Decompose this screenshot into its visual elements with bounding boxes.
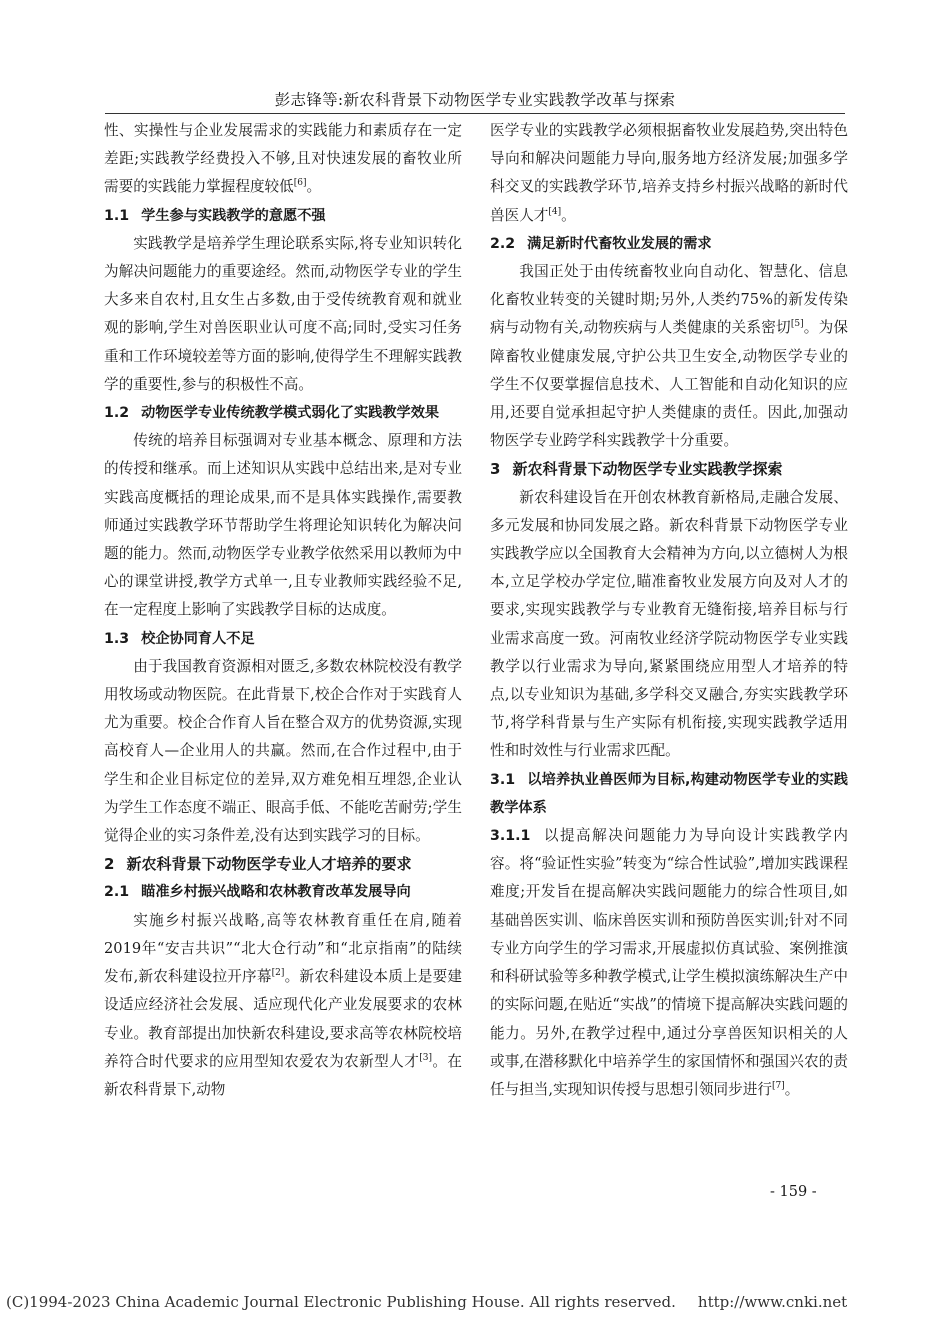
section-number: 2.1: [104, 884, 130, 901]
section-number: 2.2: [490, 235, 516, 252]
section-heading-2-1: [104, 878, 462, 906]
section-heading-2: [104, 850, 462, 878]
citation-ref: [6]: [293, 178, 307, 189]
citation-ref: [5]: [790, 319, 804, 330]
section-heading-1-2: [104, 399, 462, 427]
paragraph-text: 。在新农科背景下,动物: [104, 1052, 462, 1098]
citation-ref: [7]: [771, 1081, 785, 1092]
section-title: 学生参与实践教学的意愿不强: [141, 207, 326, 224]
footer-link[interactable]: http://www.cnki.net: [697, 1293, 848, 1311]
paragraph-text: 。: [784, 1080, 800, 1098]
section-title: 以培养执业兽医师为目标,构建动物医学专业的实践教学体系: [490, 771, 848, 816]
citation-ref: [3]: [419, 1052, 432, 1063]
right-column: [490, 117, 848, 1104]
paragraph: [490, 822, 848, 1104]
section-heading-1-3: [104, 625, 462, 653]
section-heading-3: [490, 455, 848, 483]
citation-ref: [2]: [271, 968, 285, 979]
paragraph-text: 以提高解决问题能力为导向设计实践教学内容。将“验证性实验”转变为“综合性试验”,增加实践课程难度;开发旨在提高解决实践问题能力的综合性项目,如基础兽医实训、临床兽医实训和预防兽医实训;针对不同专业方向学生的学习需求,开展虚拟仿真试验、案例推演和科研试验等多种教学模式,让学生模拟演练解决生产中的实际问题,在贴近“实战”的情境下提高解决实践问题的能力。另外,在教学过程中,通过分享兽医知识相关的人或事,在潜移默化中培养学生的家国情怀和强国兴农的责任与担当,实现知识传授与思想引领同步进行: [490, 827, 848, 1098]
paragraph-text: 。: [306, 178, 322, 196]
section-title: 新农科背景下动物医学专业人才培养的要求: [126, 855, 412, 874]
paragraph-text: 性、实操性与企业发展需求的实践能力和素质存在一定差距;实践教学经费投入不够,且对快速发展的畜牧业所需要的实践能力掌握程度较低: [104, 122, 462, 196]
paragraph: 由于我国教育资源相对匮乏,多数农林院校没有教学用牧场或动物医院。在此背景下,校企合作对于实践育人尤为重要。校企合作育人旨在整合双方的优势资源,实现高校育人—企业用人的共赢。然而,在合作过程中,由于学生和企业目标定位的差异,双方难免相互埋怨,企业认为学生工作态度不端正、眼高手低、不能吃苦耐劳;学生觉得企业的实习条件差,没有达到实践学习的目标。: [104, 657, 462, 845]
left-column: [104, 117, 462, 1104]
section-title: 新农科背景下动物医学专业实践教学探索: [512, 460, 783, 479]
paragraph: 新农科建设旨在开创农林教育新格局,走融合发展、多元发展和协同发展之路。新农科背景下动物医学专业实践教学应以全国教育大会精神为方向,以立德树人为根本,立足学校办学定位,瞄准畜牧业发展方向及对人才的要求,实现实践教学与专业教育无缝衔接,培养目标与行业需求高度一致。河南牧业经济学院动物医学专业实践教学以行业需求为导向,紧紧围绕应用型人才培养的特点,以专业知识为基础,多学科交叉融合,夯实实践教学环节,将学科背景与生产实际有机衔接,实现实践教学适用性和时效性与行业需求匹配。: [490, 488, 848, 760]
section-title: 满足新时代畜牧业发展的需求: [527, 235, 712, 252]
paragraph-text: 实施乡村振兴战略,高等农林教育重任在肩,随着2019年“安吉共识”“北大仓行动”和“北京指南”的陆续发布,新农科建设拉开序幕: [104, 911, 462, 986]
page-number: - 159 -: [770, 1184, 817, 1200]
copyright-notice: (C)1994-2023 China Academic Journal Electronic Publishing House. All rights reserved.: [6, 1293, 676, 1311]
paragraph: 传统的培养目标强调对专业基本概念、原理和方法的传授和继承。而上述知识从实践中总结出来,是对专业实践高度概括的理论成果,而不是具体实践操作,需要教师通过实践教学环节帮助学生将理论知识转化为解决问题的能力。然而,动物医学专业教学依然采用以教师为中心的课堂讲授,教学方式单一,且专业教师实践经验不足,在一定程度上影响了实践教学目标的达成度。: [104, 432, 462, 619]
paragraph: [490, 258, 848, 455]
section-title: 瞄准乡村振兴战略和农林教育改革发展导向: [141, 884, 411, 901]
section-heading-3-1: [490, 766, 848, 822]
paragraph-text: 我国正处于由传统畜牧业向自动化、智慧化、信息化畜牧业转变的关键时期;另外,人类约75%的新发传染病与动物有关,动物疾病与人类健康的关系密切: [490, 263, 848, 337]
paragraph: [104, 117, 462, 202]
section-title: 动物医学专业传统教学模式弱化了实践教学效果: [141, 405, 440, 422]
section-number: 1.1: [104, 207, 130, 224]
section-number: 3.1: [490, 771, 516, 788]
paragraph-text: 。为保障畜牧业健康发展,守护公共卫生安全,动物医学专业的学生不仅要掌握信息技术、人工智能和自动化知识的应用,还要自觉承担起守护人类健康的责任。因此,加强动物医学专业跨学科实践教学十分重要。: [490, 319, 848, 450]
paragraph-text: 。新农科建设本质上是要建设适应经济社会发展、适应现代化产业发展要求的农林专业。教育部提出加快新农科建设,要求高等农林院校培养符合时代要求的应用型知农爱农为农新型人才: [104, 968, 462, 1070]
section-heading-1-1: [104, 202, 462, 230]
section-number: 1.2: [104, 405, 130, 422]
section-title: 校企协同育人不足: [141, 630, 255, 647]
section-number: 2: [104, 855, 115, 874]
paragraph-text: 。: [561, 206, 576, 224]
section-heading-2-2: [490, 230, 848, 258]
section-number: 1.3: [104, 630, 130, 647]
paragraph: 实践教学是培养学生理论联系实际,将专业知识转化为解决问题能力的重要途经。然而,动物医学专业的学生大多来自农村,且女生占多数,由于受传统教育观和就业观的影响,学生对兽医职业认可度不高;同时,受实习任务重和工作环境较差等方面的影响,使得学生不理解实践教学的重要性,参与的积极性不高。: [104, 234, 462, 393]
citation-ref: [4]: [548, 206, 562, 217]
footer: [6, 1293, 946, 1311]
section-number: 3.1.1: [490, 828, 531, 845]
paragraph: [490, 117, 848, 230]
paragraph: [104, 907, 462, 1104]
running-title: 彭志锋等:新农科背景下动物医学专业实践教学改革与探索: [105, 88, 845, 114]
paragraph-text: 医学专业的实践教学必须根据畜牧业发展趋势,突出特色导向和解决问题能力导向,服务地方经济发展;加强多学科交叉的实践教学环节,培养支持乡村振兴战略的新时代兽医人才: [490, 122, 848, 224]
section-number: 3: [490, 460, 501, 479]
